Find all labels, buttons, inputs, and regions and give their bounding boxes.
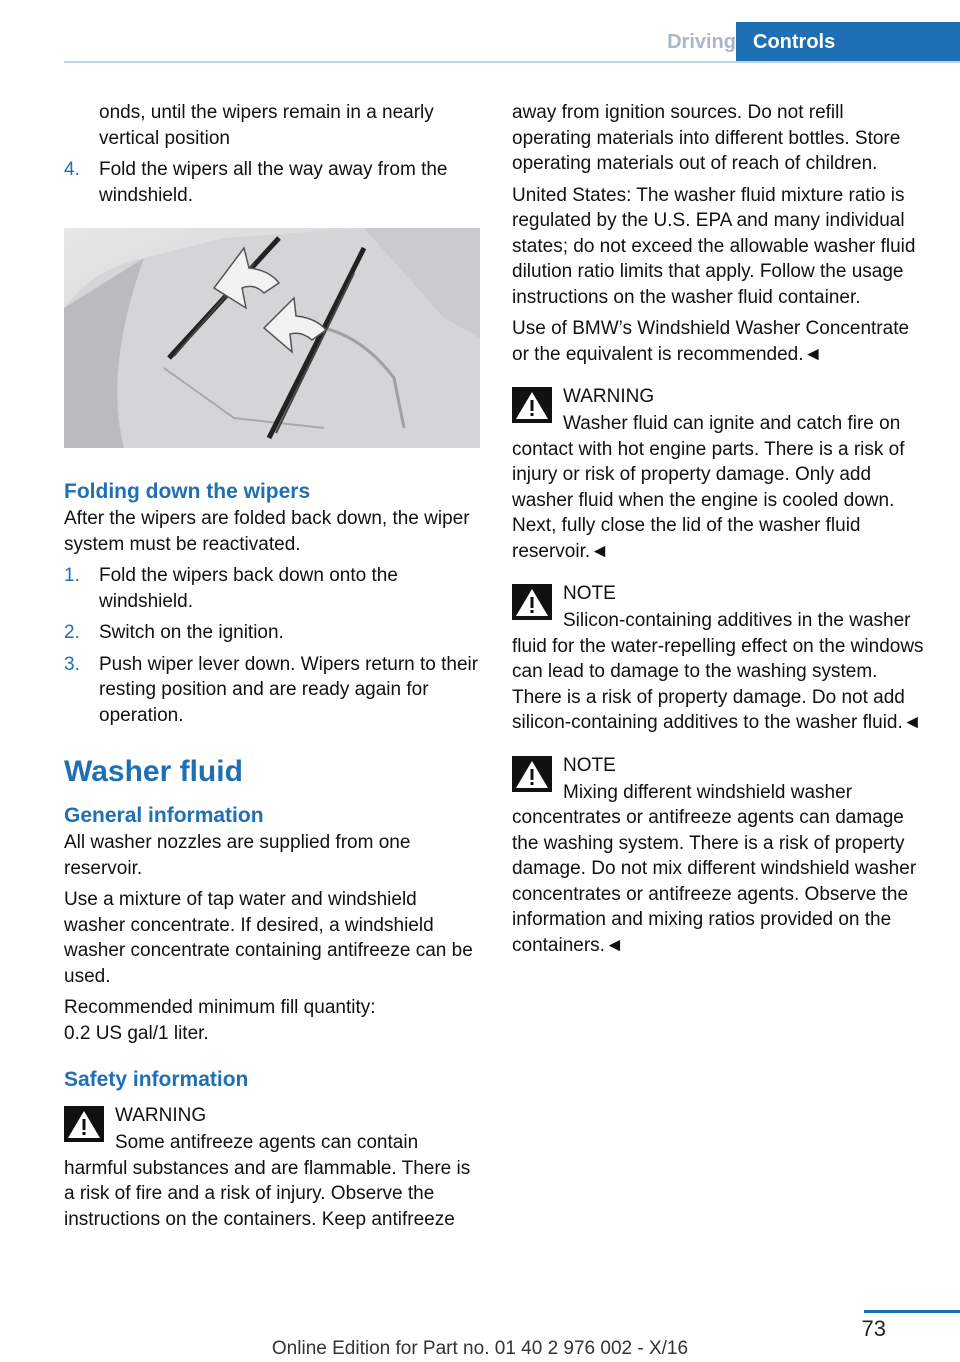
section-heading-folding: Folding down the wipers bbox=[64, 480, 311, 503]
warning-icon bbox=[512, 584, 552, 620]
page-number: 73 bbox=[861, 1316, 886, 1341]
us-regulation-text: United States: The washer fluid mixture ratio is regulated by the U.S. EPA and many individual states; do not exceed the allowable washer fluid dilution ratio limits that apply. Follow the usage instructions on the washer fluid container. bbox=[512, 184, 916, 308]
warning-label: WARNING bbox=[563, 386, 655, 407]
step-number: 2. bbox=[64, 622, 80, 643]
warning-block bbox=[64, 1102, 480, 1232]
general-text-3 bbox=[64, 995, 480, 1046]
list-item bbox=[64, 563, 480, 614]
warning-text: Washer fluid can ignite and catch fire on contact with hot engine parts. There is a risk of injury or risk of property damage. Only add washer fluid when the engine is cooled down. Next, fully close the lid of the washer fluid reservoir.◄ bbox=[512, 413, 905, 562]
page-footer bbox=[0, 1310, 960, 1362]
header-rule bbox=[64, 61, 960, 63]
section-heading-washer: Washer fluid bbox=[64, 755, 243, 788]
warning-label: WARNING bbox=[115, 1105, 207, 1126]
step-text: Push wiper lever down. Wipers return to their resting position and are ready again for operation. bbox=[99, 653, 479, 726]
continued-text: away from ignition sources. Do not refill operating materials into different bottles. Store operating materials out of reach of children. bbox=[512, 102, 901, 174]
wiper-illustration bbox=[64, 228, 480, 448]
list-item bbox=[64, 652, 480, 729]
bmw-concentrate-text: Use of BMW’s Windshield Washer Concentrate or the equivalent is recommended.◄ bbox=[512, 318, 910, 365]
right-column bbox=[512, 100, 926, 964]
tab-controls[interactable]: Controls bbox=[736, 22, 960, 62]
folding-text: After the wipers are folded back down, the wiper system must be reactivated. bbox=[64, 508, 470, 555]
list-item bbox=[64, 157, 480, 208]
header-tabs bbox=[636, 22, 960, 62]
step-text: Switch on the ignition. bbox=[99, 622, 284, 643]
section-heading-safety: Safety information bbox=[64, 1068, 249, 1091]
note-label: NOTE bbox=[563, 754, 616, 776]
tab-driving[interactable]: Driving bbox=[667, 31, 736, 53]
note-label: NOTE bbox=[563, 583, 616, 604]
step-number: 1. bbox=[64, 565, 80, 586]
left-column bbox=[64, 100, 480, 1238]
step-text: Fold the wipers back down onto the windshield. bbox=[99, 565, 398, 612]
step-number: 3. bbox=[64, 653, 80, 675]
fill-quantity-label: Recommended minimum fill quantity: bbox=[64, 997, 376, 1018]
step-text: Fold the wipers all the way away from the windshield. bbox=[99, 159, 448, 206]
warning-block bbox=[512, 383, 926, 564]
warning-text: Some antifreeze agents can contain harmful substances and are flammable. There is a risk of fire and a risk of injury. Observe the instructions on the containers. Keep antifreeze bbox=[64, 1132, 471, 1230]
section-heading-general: General information bbox=[64, 804, 264, 827]
note-text: Mixing different windshield washer concentrates or antifreeze agents can damage the washing system. There is a risk of property damage. Do not mix different windshield washer concentrates or antifreeze agents. Observe the information and mixing ratios provided on the containers.◄ bbox=[512, 781, 917, 956]
general-text-2: Use a mixture of tap water and windshield washer concentrate. If desired, a windshield washer concentrate containing antifreeze can be used. bbox=[64, 889, 473, 987]
step-continuation: onds, until the wipers remain in a nearly vertical position bbox=[99, 102, 434, 149]
note-block bbox=[512, 752, 926, 959]
edition-line: Online Edition for Part no. 01 40 2 976 002 - X/16 bbox=[271, 1338, 689, 1359]
fill-quantity-value: 0.2 US gal/1 liter. bbox=[64, 1022, 209, 1044]
note-block bbox=[512, 580, 926, 736]
warning-icon bbox=[512, 756, 552, 792]
step-number: 4. bbox=[64, 159, 80, 180]
steps-list-b bbox=[64, 563, 480, 728]
note-text: Silicon-containing additives in the washer fluid for the water-repelling effect on the windows can lead to damage to the washing system. There is a risk of property damage. Do not add silicon-containing additives to the washer fluid.◄ bbox=[512, 610, 924, 733]
general-text-1: All washer nozzles are supplied from one reservoir. bbox=[64, 832, 411, 879]
warning-icon bbox=[64, 1106, 104, 1142]
footer-rule bbox=[864, 1310, 960, 1313]
list-item bbox=[64, 620, 480, 646]
warning-icon bbox=[512, 387, 552, 423]
steps-list-a bbox=[64, 157, 480, 208]
